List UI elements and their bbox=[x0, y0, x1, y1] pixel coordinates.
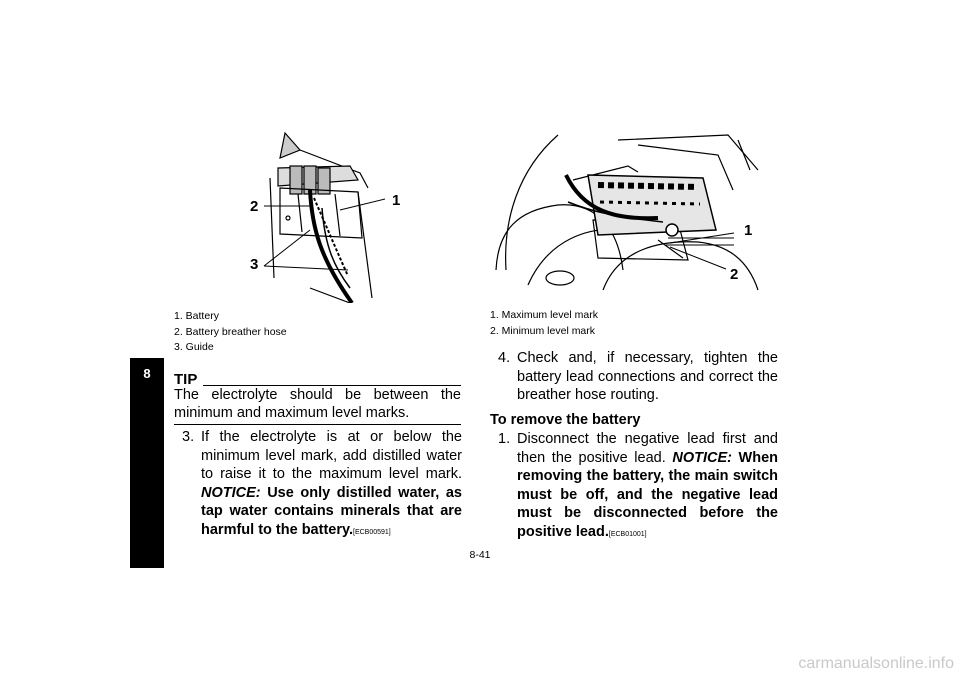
remove-step-1-notice-text: When removing the battery, the main switch must be off, and the negative lead must be disconnected before the positive lead. bbox=[517, 449, 779, 540]
right-figure-caption bbox=[490, 308, 598, 339]
caption-battery: 1. Battery bbox=[174, 310, 219, 322]
callout-3-left: 3 bbox=[250, 256, 259, 273]
step-3-text: If the electrolyte is at or below the minimum level mark, add distilled water to raise it to the maximum level mark. bbox=[201, 429, 462, 482]
remove-battery-heading: To remove the battery bbox=[490, 412, 641, 428]
section-tab bbox=[130, 358, 164, 568]
callout-1-left: 1 bbox=[392, 192, 401, 209]
remove-step-1-text: Disconnect the negative lead first and then the positive lead. bbox=[517, 431, 778, 466]
step-3-number: 3. bbox=[182, 429, 195, 445]
remove-step-1-number: 1. bbox=[498, 431, 511, 447]
step-4-text: Check and, if necessary, tighten the battery lead connections and correct the breather hose routing. bbox=[517, 350, 778, 403]
watermark: carmanualsonline.info bbox=[798, 655, 954, 672]
right-figure-leaders bbox=[660, 225, 740, 280]
step-3-code: [ECB00591] bbox=[353, 528, 391, 536]
step-3 bbox=[182, 428, 462, 542]
step-4 bbox=[498, 349, 778, 405]
step-3-notice-text: Use only distilled water, as tap water contains minerals that are harmful to the battery. bbox=[201, 484, 462, 538]
tip-title: TIP bbox=[174, 371, 198, 388]
caption-breather-hose: 2. Battery breather hose bbox=[174, 325, 287, 338]
remove-step-1 bbox=[498, 430, 778, 544]
caption-guide: 3. Guide bbox=[174, 341, 214, 353]
step-3-notice-label: NOTICE: bbox=[201, 484, 261, 501]
left-figure-leaders bbox=[250, 190, 400, 280]
callout-2-left: 2 bbox=[250, 198, 259, 215]
left-figure-caption bbox=[174, 309, 287, 356]
tip-body: The electrolyte should be between the minimum and maximum level marks. bbox=[174, 387, 461, 421]
caption-min-level: 2. Minimum level mark bbox=[490, 324, 596, 337]
remove-step-1-code: [ECB01001] bbox=[608, 530, 647, 538]
step-4-number: 4. bbox=[498, 350, 511, 366]
tip-rule-bottom bbox=[174, 424, 461, 425]
page-number: 8-41 bbox=[469, 549, 491, 561]
caption-max-level: 1. Maximum level mark bbox=[490, 309, 598, 321]
callout-1-right: 1 bbox=[744, 222, 753, 239]
section-tab-number: 8 bbox=[143, 366, 151, 381]
callout-2-right: 2 bbox=[730, 266, 739, 283]
remove-step-1-notice-label: NOTICE: bbox=[672, 449, 732, 466]
